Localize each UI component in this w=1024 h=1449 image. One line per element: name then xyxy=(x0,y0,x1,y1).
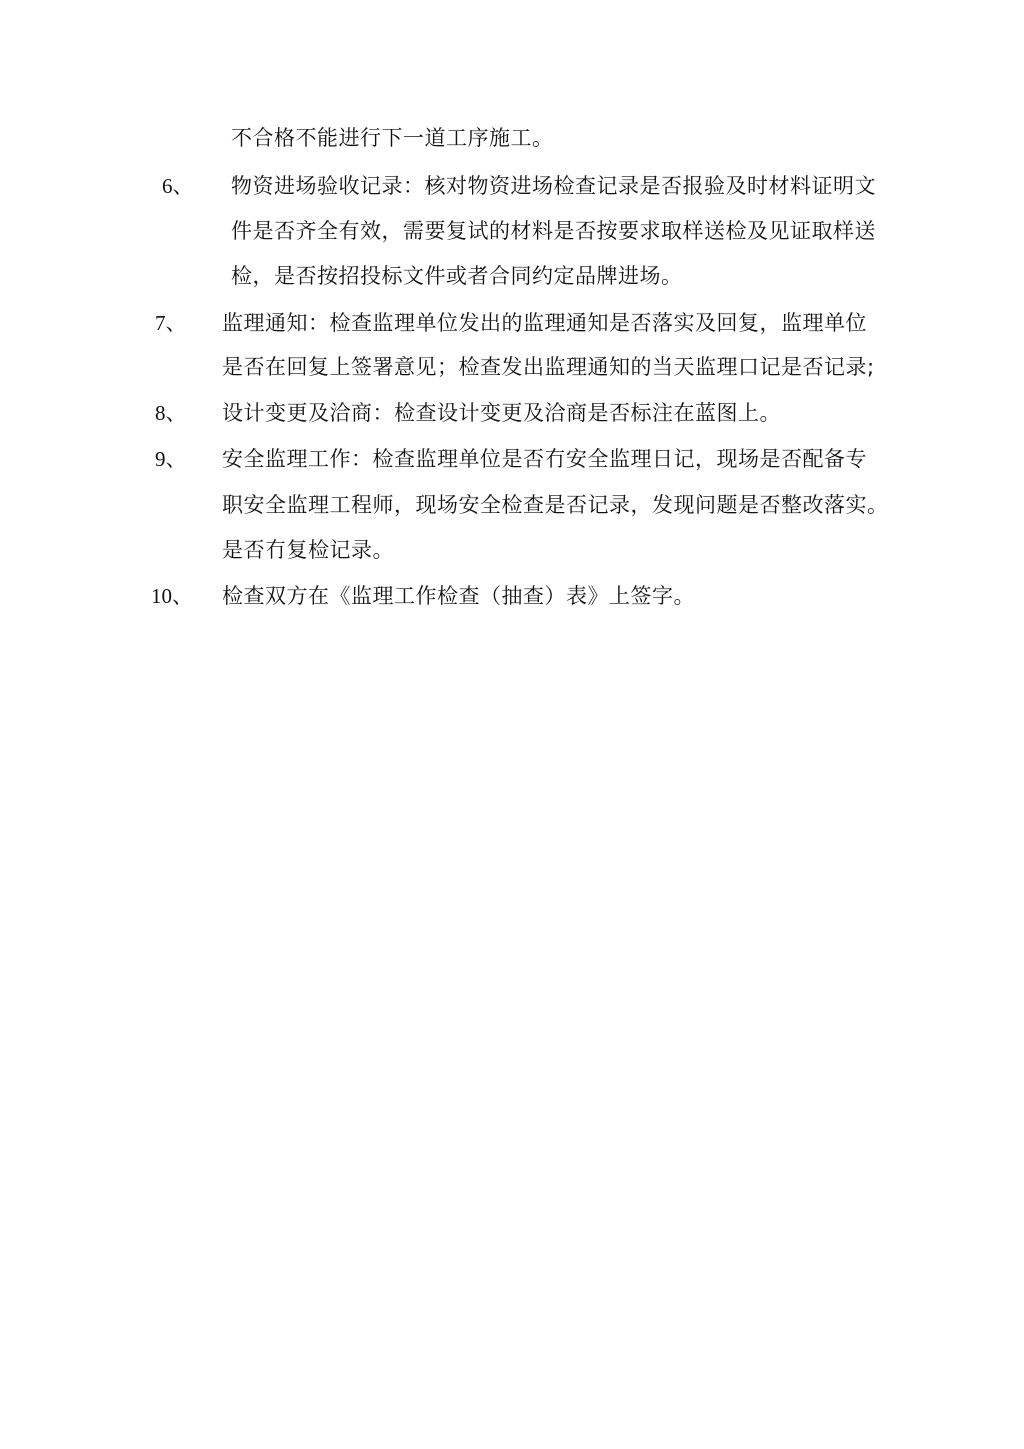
item-number-8: 8、 xyxy=(155,401,187,425)
item-number-7: 7、 xyxy=(155,311,187,335)
item-number-9: 9、 xyxy=(155,447,187,471)
item-6-line-1: 物资进场验收记录：核对物资进场检查记录是否报验及时材料证明文 xyxy=(231,174,876,198)
item-7-line-2: 是否在回复上签署意见；检查发出监理通知的当天监理口记是否记录; xyxy=(222,355,875,379)
item-10-line-1: 检查双方在《监理工作检查（抽查）表》上签字。 xyxy=(222,584,695,608)
item-9-line-1: 安全监理工作：检查监理单位是否冇安全监理日记，现场是否配备专 xyxy=(222,447,867,471)
item-6-line-2: 件是否齐全有效，需要复试的材料是否按要求取样送检及见证取样送 xyxy=(231,219,876,243)
item-number-10: 10、 xyxy=(151,584,193,608)
item-number-6: 6、 xyxy=(162,174,194,198)
item-7-line-1: 监理通知：检查监理单位发出的监理通知是否落实及回复，监理单位 xyxy=(222,311,867,335)
item-8-line-1: 设计变更及洽商：检查设计变更及洽商是否标注在蓝图上。 xyxy=(222,401,781,425)
continuation-line: 不合格不能进行下一道工序施工。 xyxy=(231,126,554,150)
item-9-line-2: 职安全监理工程师，现场安全检查是否记录，发现问题是否整改落实。 xyxy=(222,493,889,517)
item-9-line-3: 是否冇复检记录。 xyxy=(222,538,394,562)
item-6-line-3: 检，是否按招投标文件或者合同约定品牌进场。 xyxy=(231,264,683,288)
